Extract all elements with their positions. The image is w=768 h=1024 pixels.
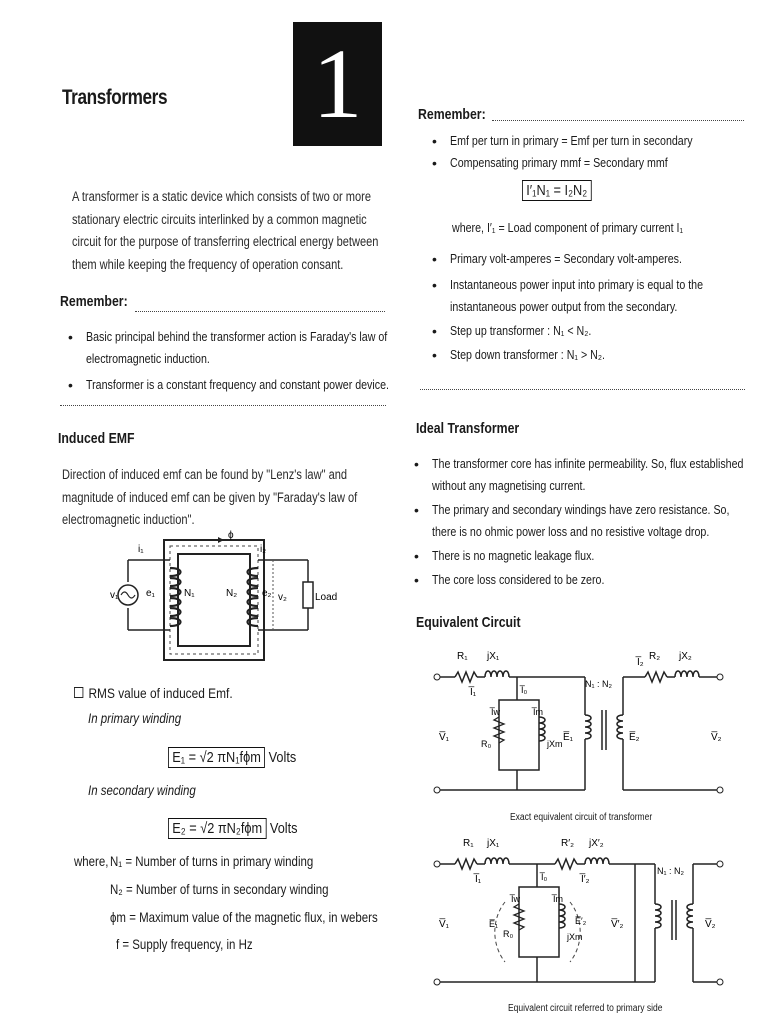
list-item: • Primary volt-amperes = Secondary volt-amperes. — [428, 248, 746, 270]
circuit-label: I̅₂ — [637, 657, 644, 668]
divider — [492, 120, 744, 121]
definition-row: ϕm = Maximum value of the magnetic flux, in webers — [110, 909, 378, 925]
circuit-label: E̅₁ — [489, 919, 499, 929]
chapter-number: 1 — [312, 28, 363, 139]
intro-paragraph: A transformer is a static device which consists of two or more stationary electric circuits interlinked by a common magnetic circuit for the purpose of transferring electrical energy between them while keeping the frequency of operation consant. — [72, 189, 379, 272]
circuit-label: V̅₂ — [711, 732, 722, 743]
divider — [420, 389, 745, 390]
circuit-label: R₁ — [463, 838, 474, 849]
circuit-label: jXm — [567, 932, 583, 942]
referred-equivalent-circuit — [425, 832, 745, 997]
circuit-label: I̅₁ — [470, 687, 477, 698]
circuit-label: jX′₂ — [589, 838, 604, 849]
ideal-transformer-heading: Ideal Transformer — [416, 420, 520, 437]
circuit-label: N₁ : N₂ — [585, 679, 613, 689]
list-item: • There is no magnetic leakage flux. — [410, 545, 750, 567]
definition-row: N₂ = Number of turns in secondary winding — [110, 881, 329, 897]
list-item: • Emf per turn in primary = Emf per turn in secondary — [428, 130, 746, 152]
divider — [60, 405, 386, 406]
list-item: • Step up transformer : N₁ < N₂. — [428, 320, 746, 342]
circuit-label: R₂ — [649, 651, 661, 662]
circuit-label: R₀ — [503, 929, 514, 939]
remember-left-list — [64, 326, 389, 396]
circuit-label: I̅₀ — [521, 685, 528, 695]
transformer-diagram — [108, 530, 338, 670]
caption-referred: Equivalent circuit referred to primary side — [508, 1003, 663, 1014]
circuit-label: I̅m — [553, 894, 563, 904]
secondary-winding-label: In secondary winding — [88, 783, 196, 798]
remember-right-list-2 — [428, 248, 746, 366]
remember-right-heading: Remember: — [418, 106, 486, 123]
diagram-label: ϕ — [228, 530, 234, 541]
ideal-list — [410, 453, 750, 591]
list-item: • The core loss considered to be zero. — [410, 569, 750, 591]
definition-row: N₁ = Number of turns in primary winding — [110, 853, 314, 869]
circuit-label: E̅′₂ — [575, 916, 587, 926]
list-item: • Transformer is a constant frequency and constant power device. — [64, 374, 389, 396]
circuit-label: jX₂ — [679, 651, 692, 662]
diagram-label: v₂ — [278, 592, 287, 603]
circuit-label: I̅m — [533, 707, 543, 717]
primary-winding-label: In primary winding — [88, 711, 182, 726]
circuit-label: I̅w — [491, 707, 500, 717]
page-title: Transformers — [62, 86, 168, 109]
formula-e2: E₂ = √2 πN₂fϕm Volts — [168, 818, 298, 839]
circuit-label: E̅₁ — [563, 732, 574, 743]
circuit-label: V̅₁ — [439, 919, 450, 930]
circuit-label: I̅₁ — [475, 874, 482, 885]
remember-right-list — [428, 130, 746, 174]
circuit-label: V̅′₂ — [611, 919, 624, 930]
circuit-label: V̅₂ — [705, 919, 716, 930]
where-text: where, I′₁ = Load component of primary current I₁ — [452, 220, 684, 235]
chapter-number-box — [293, 22, 382, 146]
circuit-label: N₁ : N₂ — [657, 866, 685, 876]
circuit-label: jXm — [547, 739, 563, 749]
diagram-label: N₁ — [184, 588, 195, 599]
circuit-label: R₀ — [481, 739, 492, 749]
definition-row: f = Supply frequency, in Hz — [116, 936, 253, 952]
diagram-label: e₁ — [146, 588, 155, 599]
circuit-label: jX₁ — [487, 651, 500, 662]
checkbox-icon — [74, 687, 83, 698]
remember-left-heading: Remember: — [60, 293, 128, 310]
circuit-label: R′₂ — [561, 838, 574, 849]
circuit-label: R₁ — [457, 651, 468, 662]
caption-exact: Exact equivalent circuit of transformer — [510, 812, 653, 823]
list-item: • Basic principal behind the transformer action is Faraday's law of electromagnetic induction. — [64, 326, 389, 370]
circuit-label: I̅₀ — [541, 872, 548, 882]
mmf-formula: I′₁N₁ = I₂N₂ — [522, 180, 591, 201]
diagram-label: e₂ — [262, 588, 272, 599]
circuit-label: jX₁ — [487, 838, 500, 849]
list-item: • The transformer core has infinite permeability. So, flux established without any magnetising current. — [410, 453, 750, 497]
list-item: • Compensating primary mmf = Secondary mmf — [428, 152, 746, 174]
divider — [135, 311, 385, 312]
equivalent-circuit-heading: Equivalent Circuit — [416, 614, 521, 631]
list-item: • Step down transformer : N₁ > N₂. — [428, 344, 746, 366]
list-item: • The primary and secondary windings have zero resistance. So, there is no ohmic power loss and no resistive voltage drop. — [410, 499, 750, 543]
circuit-label: I̅w — [511, 894, 520, 904]
induced-emf-heading: Induced EMF — [58, 430, 135, 447]
circuit-label: E̅₂ — [629, 732, 640, 743]
diagram-label: i₂ — [260, 544, 267, 555]
formula-e1: E₁ = √2 πN₁fϕm Volts — [168, 747, 296, 768]
where-label: where, — [74, 853, 109, 869]
rms-heading: RMS value of induced Emf. — [74, 685, 233, 701]
circuit-label: I̅′₂ — [581, 874, 590, 885]
list-item: • Instantaneous power input into primary is equal to the instantaneous power output from the secondary. — [428, 274, 746, 318]
diagram-label: N₂ — [226, 588, 238, 599]
diagram-label: i₁ — [138, 544, 144, 555]
diagram-label: v₁ — [110, 590, 119, 601]
diagram-label: Load — [315, 592, 338, 603]
induced-emf-text: Direction of induced emf can be found by "Lenz's law" and magnitude of induced emf can be given by "Faraday's law of electromagnetic induction". — [62, 467, 358, 527]
circuit-label: V̅₁ — [439, 732, 450, 743]
exact-equivalent-circuit — [425, 645, 745, 805]
